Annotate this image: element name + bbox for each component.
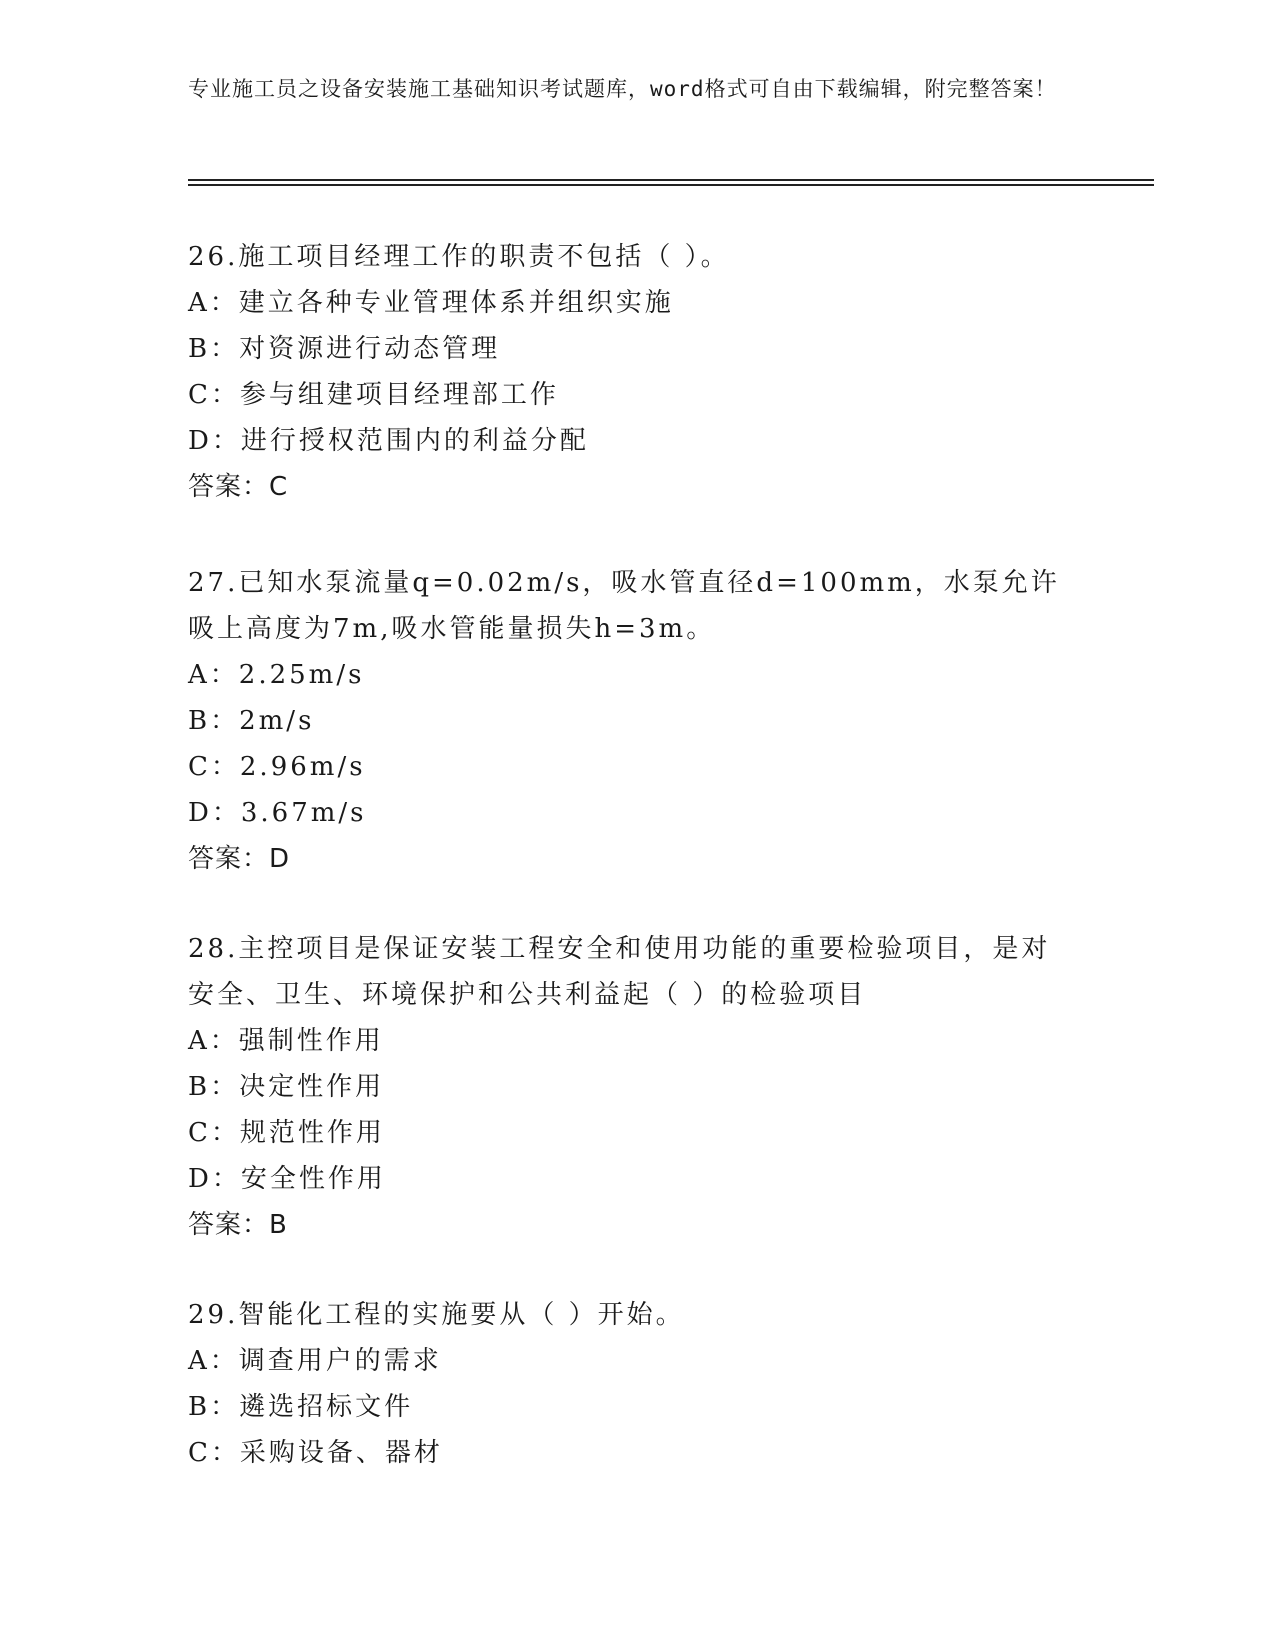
option-a: A：建立各种专业管理体系并组织实施 <box>188 288 674 318</box>
option-b: B：对资源进行动态管理 <box>188 334 501 364</box>
question-27 <box>188 560 1078 882</box>
question-29 <box>188 1292 1078 1476</box>
header-divider-top <box>188 179 1154 181</box>
option-d: D：安全性作用 <box>188 1164 386 1194</box>
option-c: C：规范性作用 <box>188 1118 385 1148</box>
option-a: A：调查用户的需求 <box>188 1346 442 1376</box>
option-c: C：采购设备、器材 <box>188 1438 443 1468</box>
question-28 <box>188 926 1078 1248</box>
option-b: B：遴选招标文件 <box>188 1392 414 1422</box>
option-a: A：强制性作用 <box>188 1026 384 1056</box>
option-a: A：2.25m/s <box>188 660 365 690</box>
question-stem: 26.施工项目经理工作的职责不包括（ ）。 <box>188 242 730 272</box>
header-divider-bottom <box>188 184 1154 186</box>
question-stem: 28.主控项目是保证安装工程安全和使用功能的重要检验项目，是对安全、卫生、环境保护和公共利益起（ ）的检验项目 <box>188 934 1051 1010</box>
question-stem: 27.已知水泵流量q=0.02m/s，吸水管直径d=100mm，水泵允许吸上高度为7m,吸水管能量损失h=3m。 <box>188 568 1060 644</box>
question-26 <box>188 234 1078 510</box>
question-stem: 29.智能化工程的实施要从（ ）开始。 <box>188 1300 685 1330</box>
option-d: D：进行授权范围内的利益分配 <box>188 426 589 456</box>
option-d: D：3.67m/s <box>188 798 367 828</box>
answer: 答案：B <box>188 1210 288 1240</box>
option-c: C：2.96m/s <box>188 752 366 782</box>
answer: 答案：D <box>188 844 291 874</box>
option-b: B：决定性作用 <box>188 1072 385 1102</box>
answer: 答案：C <box>188 472 289 502</box>
document-header: 专业施工员之设备安装施工基础知识考试题库，word格式可自由下载编辑，附完整答案！ <box>188 77 1057 101</box>
option-c: C：参与组建项目经理部工作 <box>188 380 559 410</box>
option-b: B：2m/s <box>188 706 315 736</box>
